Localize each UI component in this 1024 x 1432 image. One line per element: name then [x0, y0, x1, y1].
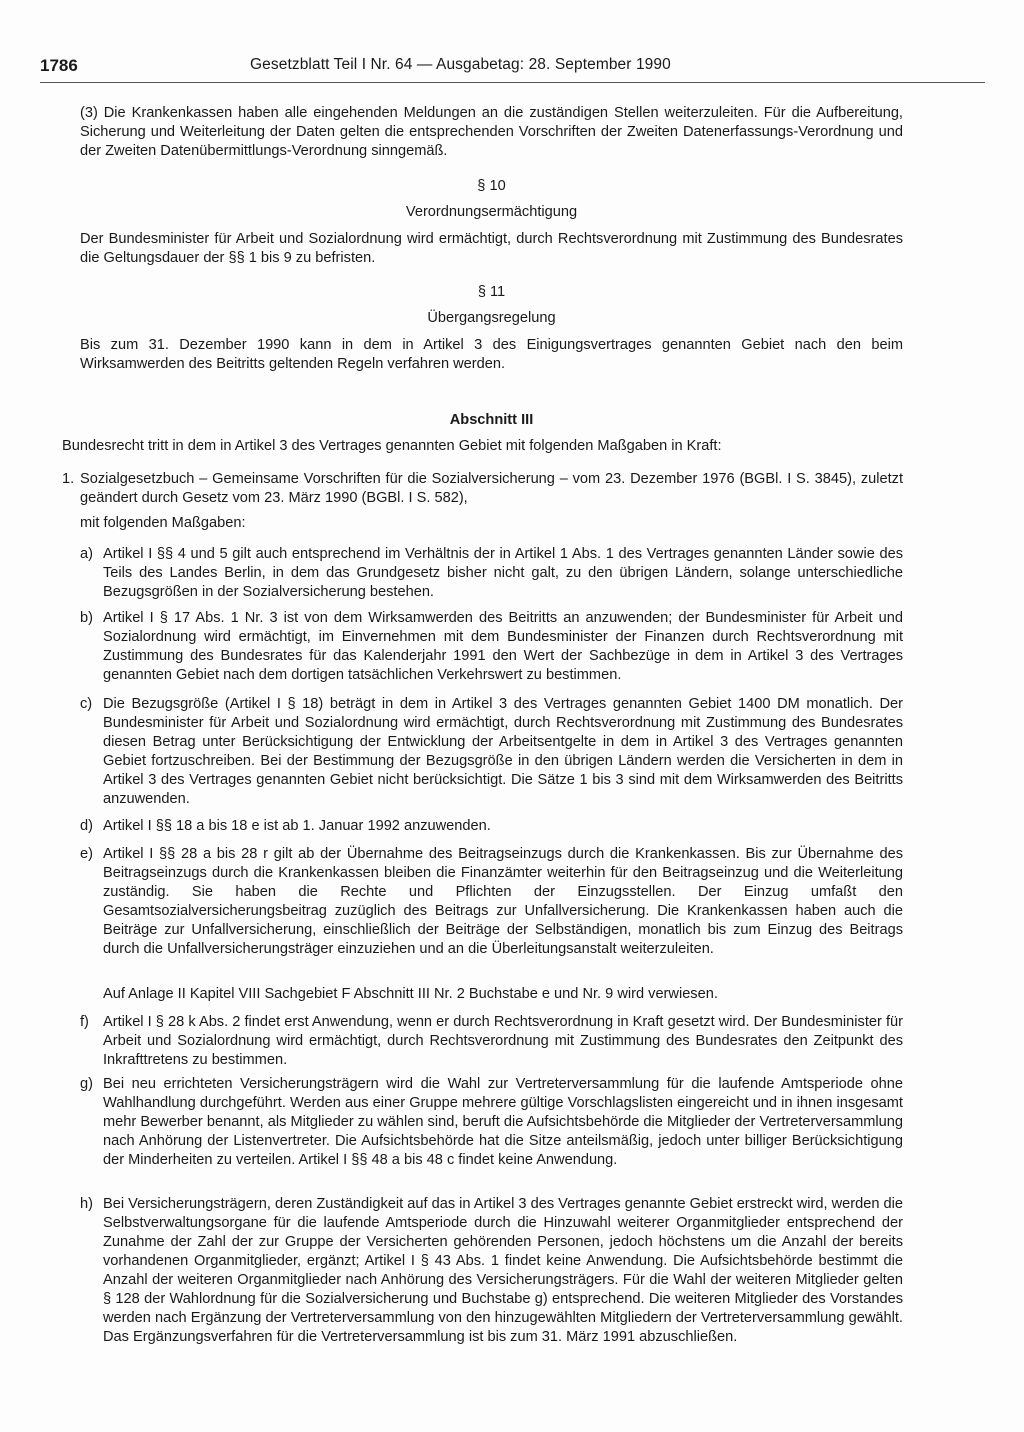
- item-e-note: Auf Anlage II Kapitel VIII Sachgebiet F Abschnitt III Nr. 2 Buchstabe e und Nr. 9 wird verwiesen.: [103, 986, 718, 1002]
- item-1-text: Sozialgesetzbuch – Gemeinsame Vorschriften für die Sozialversicherung – vom 23. Dezember 1976 (BGBl. I S. 3845), zuletzt geändert durch Gesetz vom 23. März 1990 (BGBl. I S. 582),: [80, 471, 903, 506]
- item-f-label: f): [80, 1014, 89, 1030]
- section-11-title: Übergangsregelung: [427, 310, 556, 326]
- item-1-sub: mit folgenden Maßgaben:: [80, 515, 246, 531]
- item-1-label: 1.: [62, 471, 75, 487]
- item-g-text: Bei neu errichteten Versicherungsträgern wird die Wahl zur Vertreterversammlung für die laufende Amtsperiode ohne Wahlhandlung durchgeführt. Werden aus einer Gruppe mehrere gültige Vorschlagslisten eingereicht und in ihnen insgesamt mehr Bewerber benannt, als Mitglieder zu wählen sind, beruft die Aufsichtsbehörde die Mitglieder der Vertreterversammlung nach Anhörung der Listenvertreter. Die Aufsichtsbehörde hat die Sitze anteilsmäßig, jedoch unter billiger Berücksichtigung der Minderheiten zu verteilen. Artikel I §§ 48 a bis 48 c findet keine Anwendung.: [103, 1076, 903, 1168]
- paragraph-3: (3) Die Krankenkassen haben alle eingehenden Meldungen an die zuständigen Stellen weiterzuleiten. Für die Aufbereitung, Sicherung und Weiterleitung der Daten gelten die entsprechenden Vorschriften der Zweiten Datenerfassungs-Verordnung und der Zweiten Datenübermittlungs-Verordnung sinngemäß.: [80, 105, 903, 159]
- item-c-label: c): [80, 696, 93, 712]
- item-h-text: Bei Versicherungsträgern, deren Zuständigkeit auf das in Artikel 3 des Vertrages genannte Gebiet erstreckt wird, werden die Selbstverwaltungsorgane für die laufende Amtsperiode durch die Hinzuwahl weiterer Organmitglieder entsprechend der Zunahme der Zahl der zur Gruppe der Versicherten gehörenden Personen, jedoch höchstens um die Anzahl der bereits vorhandenen Organmitglieder, ergänzt; Artikel I § 43 Abs. 1 findet keine Anwendung. Die Aufsichtsbehörde bestimmt die Anzahl der weiteren Organmitglieder nach Anhörung des Versicherungsträgers. Für die Wahl der weiteren Mitglieder gelten § 128 der Wahlordnung für die Sozialversicherung und Buchstabe g) entsprechend. Die weiteren Mitglieder des Vorstandes werden nach Ergänzung der Vertreterversammlung von den hinzugewählten Mitgliedern der Vertreterversammlung gewählt. Das Ergänzungsverfahren für die Vertreterversammlung ist bis zum 31. März 1991 abzuschließen.: [103, 1196, 903, 1345]
- section-10-number: § 10: [477, 178, 506, 194]
- item-f-text: Artikel I § 28 k Abs. 2 findet erst Anwendung, wenn er durch Rechtsverordnung in Kraft gesetzt wird. Der Bundesminister für Arbeit und Sozialordnung wird ermächtigt, durch Rechtsverordnung mit Zustimmung des Bundesrates den Zeitpunkt des Inkrafttretens zu bestimmen.: [103, 1014, 903, 1068]
- abschnitt-intro: Bundesrecht tritt in dem in Artikel 3 des Vertrages genannten Gebiet mit folgenden Maßgaben in Kraft:: [62, 438, 722, 454]
- item-c-text: Die Bezugsgröße (Artikel I § 18) beträgt in dem in Artikel 3 des Vertrages genannten Gebiet 1400 DM monatlich. Der Bundesminister für Arbeit und Sozialordnung wird ermächtigt, durch Rechtsverordnung mit Zustimmung des Bundesrates diesen Betrag unter Berücksichtigung der Entwicklung der Arbeitsentgelte in dem in Artikel 3 des Vertrages genannten Gebiet fortzuschreiben. Bei der Bestimmung der Bezugsgröße in den übrigen Ländern werden die Versicherten in dem in Artikel 3 des Vertrages genannten Gebiet nicht berücksichtigt. Die Sätze 1 bis 3 sind mit dem Wirksamwerden des Beitritts anzuwenden.: [103, 696, 903, 807]
- page-number: 1786: [40, 56, 78, 75]
- section-10-title: Verordnungsermächtigung: [405, 204, 578, 220]
- item-e-label: e): [80, 846, 93, 862]
- page-header: [40, 56, 985, 83]
- item-h-label: h): [80, 1196, 93, 1212]
- item-b-label: b): [80, 610, 93, 626]
- abschnitt-title: Abschnitt III: [449, 412, 534, 428]
- item-b-text: Artikel I § 17 Abs. 1 Nr. 3 ist von dem Wirksamwerden des Beitritts an anzuwenden; der Bundesminister für Arbeit und Sozialordnung wird ermächtigt, im Einvernehmen mit dem Bundesminister der Finanzen durch Rechtsverordnung mit Zustimmung des Bundesrates für das Kalenderjahr 1991 den Wert der Sachbezüge in dem in Artikel 3 des Vertrages genannten Gebiet nach dem dortigen tatsächlichen Verkehrswert zu bestimmen.: [103, 610, 903, 683]
- section-11-text: Bis zum 31. Dezember 1990 kann in dem in Artikel 3 des Einigungsvertrages genannten Gebiet nach den beim Wirksamwerden des Beitritts geltenden Regeln verfahren werden.: [80, 337, 903, 372]
- item-d-label: d): [80, 818, 93, 834]
- section-11-number: § 11: [477, 284, 506, 300]
- journal-title: Gesetzblatt Teil I Nr. 64 — Ausgabetag: 28. September 1990: [250, 56, 671, 73]
- item-e-text: Artikel I §§ 28 a bis 28 r gilt ab der Übernahme des Beitragseinzugs durch die Krankenkassen. Bis zur Übernahme des Beitragseinzugs durch die Krankenkassen bleiben die Finanzämter weiterhin für den Beitragseinzug und die Weiterleitung zuständig. Sie haben die Rechte und Pflichten der Einzugsstellen. Der Einzug umfaßt den Gesamtsozialversicherungsbeitrag zuzüglich des Beitrags zur Unfallversicherung. Die Krankenkassen haben auch die Beiträge zur Unfallversicherung, einschließlich der Beiträge der Selbständigen, monatlich bis zum Einzug des Beitrags durch die Unfallversicherungsträger einzuziehen und an die Überleitungsanstalt weiterzuleiten.: [103, 846, 903, 957]
- item-d-text: Artikel I §§ 18 a bis 18 e ist ab 1. Januar 1992 anzuwenden.: [103, 818, 491, 834]
- item-a-text: Artikel I §§ 4 und 5 gilt auch entsprechend im Verhältnis der in Artikel 1 Abs. 1 des Vertrages genannten Länder sowie des Teils des Landes Berlin, in dem das Grundgesetz bisher nicht galt, zu den übrigen Ländern, solange unterschiedliche Bezugsgrößen in der Sozialversicherung bestehen.: [103, 546, 903, 600]
- item-a-label: a): [80, 546, 93, 562]
- section-10-text: Der Bundesminister für Arbeit und Sozialordnung wird ermächtigt, durch Rechtsverordnung mit Zustimmung des Bundesrates die Geltungsdauer der §§ 1 bis 9 zu befristen.: [80, 231, 903, 266]
- item-g-label: g): [80, 1076, 93, 1092]
